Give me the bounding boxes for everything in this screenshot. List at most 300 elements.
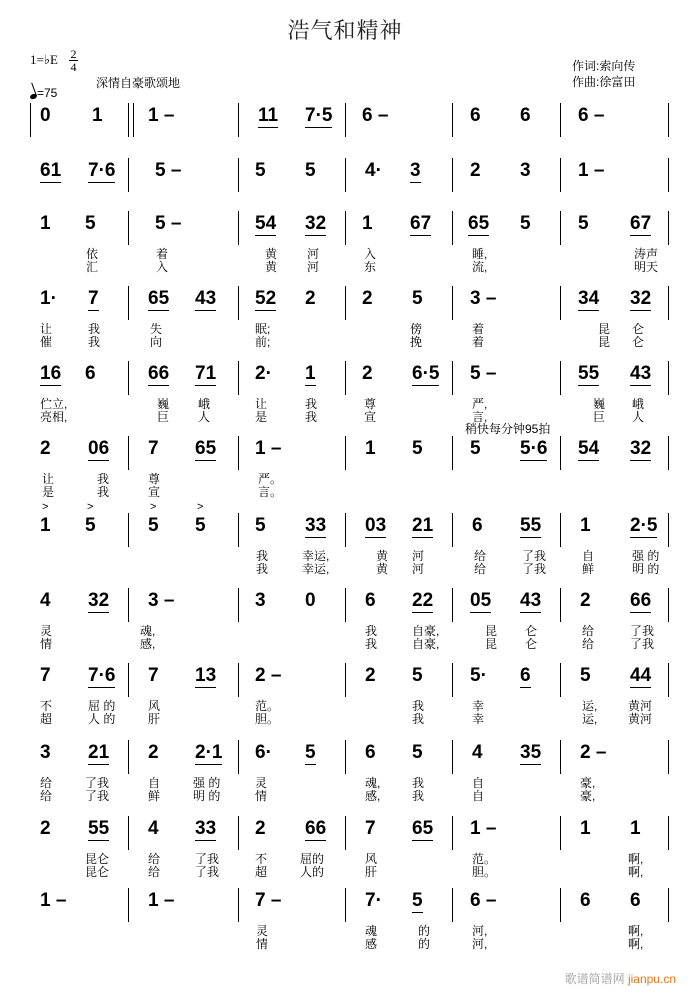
note: 5 –	[470, 363, 497, 384]
barline	[452, 663, 453, 697]
lyric-syllable: 伫立,	[40, 397, 68, 411]
lyric-syllable: 感	[365, 937, 378, 951]
note: 5	[305, 160, 316, 181]
note: 52	[255, 288, 277, 309]
barline	[668, 740, 669, 774]
note: 6·5	[412, 363, 440, 384]
barline	[452, 103, 453, 137]
note: 61	[40, 160, 62, 181]
lyric-syllable: 前;	[255, 335, 271, 349]
note: 21	[412, 515, 434, 536]
lyric-syllable: 言。	[258, 485, 283, 499]
lyric-syllable: 宣	[148, 485, 161, 499]
note: 71	[195, 363, 217, 384]
lyric-syllable: 巍	[593, 397, 606, 411]
lyric-syllable: 自	[472, 789, 485, 803]
accent-mark: >	[87, 501, 94, 513]
note: 5 >	[195, 501, 206, 536]
barline	[560, 158, 561, 192]
note: 5 –	[155, 160, 182, 181]
note: 34	[578, 288, 600, 309]
note: 1·	[40, 288, 57, 309]
barline	[128, 888, 129, 922]
note: 1 –	[255, 438, 282, 459]
lyric-syllable: 峨	[198, 397, 211, 411]
note: 7	[365, 818, 376, 839]
barline	[452, 513, 453, 547]
barline	[668, 436, 669, 470]
note: 1	[630, 818, 641, 839]
barline	[128, 740, 129, 774]
note: 43	[195, 288, 217, 309]
barline	[560, 663, 561, 697]
lyric-syllable: 情	[40, 637, 53, 651]
lyric-syllable: 啊,	[628, 937, 644, 951]
barline	[668, 588, 669, 622]
note: 6	[630, 890, 641, 911]
note: 1	[305, 363, 316, 384]
lyric-syllable: 肝	[365, 865, 378, 879]
note: 66	[630, 590, 652, 611]
barline	[560, 888, 561, 922]
lyric-syllable: 昆	[485, 624, 498, 638]
lyric-syllable: 我	[97, 472, 110, 486]
note: 5 >	[85, 501, 96, 536]
barline	[128, 103, 129, 137]
barline	[560, 103, 561, 137]
barline	[560, 588, 561, 622]
note: 5	[255, 160, 266, 181]
lyric-syllable: 给	[582, 637, 595, 651]
note: 5	[578, 213, 589, 234]
barline	[668, 286, 669, 320]
barline	[668, 888, 669, 922]
lyric-syllable: 严。	[258, 472, 283, 486]
barline	[238, 361, 239, 395]
lyric-syllable: 昆	[598, 335, 611, 349]
lyric-syllable: 胆。	[472, 865, 497, 879]
lyric-syllable: 魂,	[140, 624, 156, 638]
note: 54	[578, 438, 600, 459]
note: 7	[40, 665, 51, 686]
note: 5·6	[520, 438, 548, 459]
note: 55	[520, 515, 542, 536]
barline	[238, 663, 239, 697]
lyric-syllable: 胆。	[255, 712, 280, 726]
credits	[572, 58, 635, 90]
barline	[345, 361, 346, 395]
lyric-syllable: 不	[40, 699, 53, 713]
lyric-syllable: 宣	[364, 410, 377, 424]
barline	[452, 211, 453, 245]
tempo-change-marking: 稍快每分钟95拍	[465, 422, 551, 436]
note: 6 –	[578, 105, 605, 126]
note: 2	[362, 363, 373, 384]
tempo-marking	[30, 86, 57, 100]
note: 6	[520, 665, 531, 686]
lyric-syllable: 了我	[630, 637, 655, 651]
note: 65	[195, 438, 217, 459]
lyric-syllable: 强 的	[193, 776, 221, 790]
lyric-syllable: 了我	[522, 549, 547, 563]
lyric-syllable: 明天	[634, 260, 659, 274]
note: 5	[412, 438, 423, 459]
lyric-syllable: 魂,	[365, 776, 381, 790]
lyric-syllable: 流,	[472, 260, 488, 274]
note: 65	[468, 213, 490, 234]
note: 4	[40, 590, 51, 611]
note: 2·1	[195, 742, 223, 763]
note: 6	[472, 515, 483, 536]
barline	[560, 361, 561, 395]
song-title: 浩气和精神	[287, 19, 403, 44]
barline	[238, 158, 239, 192]
lyric-syllable: 昆仑	[85, 865, 110, 879]
note: 2	[580, 590, 591, 611]
time-signature	[69, 48, 78, 73]
lyric-syllable: 尊	[148, 472, 161, 486]
lyric-syllable: 了我	[195, 852, 220, 866]
lyric-syllable: 灵	[255, 776, 268, 790]
lyric-syllable: 鲜	[582, 562, 595, 576]
lyric-syllable: 我	[256, 549, 269, 563]
barline	[452, 361, 453, 395]
lyric-syllable: 幸运,	[302, 562, 330, 576]
note: 33	[195, 818, 217, 839]
lyric-syllable: 幸	[472, 699, 485, 713]
note: 55	[88, 818, 110, 839]
note: 3 –	[470, 288, 497, 309]
lyric-syllable: 给	[474, 562, 487, 576]
lyric-syllable: 的	[418, 937, 431, 951]
barline	[560, 740, 561, 774]
barline	[452, 588, 453, 622]
note: 1	[580, 515, 591, 536]
time-signature-bottom: 4	[70, 60, 77, 74]
lyric-syllable: 我	[256, 562, 269, 576]
lyric-syllable: 巨	[157, 410, 170, 424]
note: 3	[520, 160, 531, 181]
note: 1 >	[40, 501, 51, 536]
lyric-syllable: 给	[474, 549, 487, 563]
lyric-syllable: 河	[307, 247, 320, 261]
lyric-syllable: 我	[305, 397, 318, 411]
lyric-syllable: 范。	[472, 852, 497, 866]
barline	[452, 740, 453, 774]
note: 35	[520, 742, 542, 763]
note: 7 –	[255, 890, 282, 911]
lyric-syllable: 汇	[86, 260, 99, 274]
lyric-syllable: 幸	[472, 712, 485, 726]
note: 43	[520, 590, 542, 611]
note: 3	[40, 742, 51, 763]
lyric-syllable: 黄河	[628, 712, 653, 726]
lyric-syllable: 我	[412, 789, 425, 803]
barline	[238, 740, 239, 774]
barline	[238, 588, 239, 622]
lyric-syllable: 仑	[632, 322, 645, 336]
barline	[128, 816, 129, 850]
barline	[345, 103, 346, 137]
note: 1	[365, 438, 376, 459]
lyric-syllable: 我	[365, 637, 378, 651]
lyric-syllable: 超	[40, 712, 53, 726]
lyric-syllable: 河,	[472, 924, 488, 938]
note: 65	[148, 288, 170, 309]
lyric-syllable: 自豪,	[412, 637, 440, 651]
lyric-syllable: 屈的	[300, 852, 325, 866]
lyric-syllable: 挽	[410, 335, 423, 349]
lyric-syllable: 着	[472, 322, 485, 336]
lyric-syllable: 催	[40, 335, 53, 349]
lyric-syllable: 我	[412, 712, 425, 726]
note: 21	[88, 742, 110, 763]
lyric-syllable: 的	[418, 924, 431, 938]
barline	[668, 816, 669, 850]
barline	[345, 588, 346, 622]
note: 5	[470, 438, 481, 459]
barline	[560, 286, 561, 320]
lyric-syllable: 魂	[365, 924, 378, 938]
barline	[128, 588, 129, 622]
lyric-syllable: 了我	[85, 789, 110, 803]
lyric-syllable: 黄	[376, 562, 389, 576]
note: 66	[148, 363, 170, 384]
note: 5	[255, 515, 266, 536]
note: 6	[470, 105, 481, 126]
note: 2·5	[630, 515, 658, 536]
barline	[452, 816, 453, 850]
lyric-syllable: 黄	[265, 260, 278, 274]
barline	[30, 103, 31, 137]
note: 1 –	[578, 160, 605, 181]
barline	[345, 663, 346, 697]
lyric-syllable: 仑	[525, 624, 538, 638]
lyric-syllable: 入	[364, 247, 377, 261]
lyric-syllable: 了我	[85, 776, 110, 790]
barline	[238, 211, 239, 245]
lyric-syllable: 是	[255, 410, 268, 424]
lyric-syllable: 明 的	[193, 789, 221, 803]
note: 55	[578, 363, 600, 384]
note: 16	[40, 363, 62, 384]
lyric-syllable: 黄	[376, 549, 389, 563]
note: 5·	[470, 665, 487, 686]
lyric-syllable: 着	[156, 247, 169, 261]
lyric-syllable: 仑	[632, 335, 645, 349]
barline	[452, 436, 453, 470]
lyric-syllable: 让	[40, 322, 53, 336]
barline	[668, 103, 669, 137]
lyric-syllable: 自	[472, 776, 485, 790]
barline	[128, 663, 129, 697]
note: 5 –	[155, 213, 182, 234]
lyric-syllable: 啊,	[628, 852, 644, 866]
note: 1 –	[40, 890, 67, 911]
note: 2·	[255, 363, 272, 384]
note: 32	[630, 438, 652, 459]
lyric-syllable: 是	[42, 485, 55, 499]
lyric-syllable: 仑	[525, 637, 538, 651]
lyric-syllable: 情	[256, 937, 269, 951]
note: 6	[365, 590, 376, 611]
lyric-syllable: 着	[472, 335, 485, 349]
lyric-syllable: 给	[148, 865, 161, 879]
note: 03	[365, 515, 387, 536]
lyric-syllable: 依	[86, 247, 99, 261]
note: 7	[148, 438, 159, 459]
lyric-syllable: 峨	[632, 397, 645, 411]
lyric-syllable: 傍	[410, 322, 423, 336]
note: 66	[305, 818, 327, 839]
note: 32	[305, 213, 327, 234]
lyric-syllable: 情	[255, 789, 268, 803]
note: 0	[305, 590, 316, 611]
lyric-syllable: 风	[365, 852, 378, 866]
note: 7	[88, 288, 99, 309]
accent-mark: >	[197, 501, 204, 513]
barline	[128, 513, 129, 547]
note: 2	[40, 818, 51, 839]
lyric-syllable: 感,	[365, 789, 381, 803]
lyric-syllable: 灵	[40, 624, 53, 638]
note: 65	[412, 818, 434, 839]
note: 3	[255, 590, 266, 611]
lyric-syllable: 亮相,	[40, 410, 68, 424]
note: 32	[630, 288, 652, 309]
note: 5	[305, 742, 316, 763]
lyric-syllable: 鲜	[148, 789, 161, 803]
barline	[345, 211, 346, 245]
note: 6	[85, 363, 96, 384]
lyric-syllable: 昆	[485, 637, 498, 651]
barline	[128, 361, 129, 395]
barline	[452, 158, 453, 192]
lyric-syllable: 豪,	[580, 789, 596, 803]
barline	[345, 740, 346, 774]
lyric-syllable: 让	[42, 472, 55, 486]
note: 5	[412, 742, 423, 763]
note: 7·	[365, 890, 382, 911]
note: 43	[630, 363, 652, 384]
lyric-syllable: 运,	[582, 712, 598, 726]
lyric-syllable: 黄河	[628, 699, 653, 713]
lyric-syllable: 啊,	[628, 865, 644, 879]
lyricist: 作词:索向传	[572, 59, 636, 73]
note: 1 –	[470, 818, 497, 839]
barline	[560, 513, 561, 547]
lyric-syllable: 我	[88, 335, 101, 349]
lyric-syllable: 自	[148, 776, 161, 790]
note: 7	[148, 665, 159, 686]
accent-mark: >	[42, 501, 49, 513]
note: 1 –	[148, 105, 175, 126]
note: 54	[255, 213, 277, 234]
lyric-syllable: 眠;	[255, 322, 271, 336]
lyric-syllable: 啊,	[628, 924, 644, 938]
note: 2	[470, 160, 481, 181]
note: 33	[305, 515, 327, 536]
lyric-syllable: 了我	[630, 624, 655, 638]
lyric-syllable: 严,	[472, 397, 488, 411]
accent-mark: >	[150, 501, 157, 513]
note: 0	[40, 105, 51, 126]
watermark-en: jianpu.cn	[627, 972, 676, 986]
note: 5	[412, 665, 423, 686]
lyric-syllable: 巍	[157, 397, 170, 411]
barline	[128, 211, 129, 245]
note: 6 –	[470, 890, 497, 911]
note: 1	[362, 213, 373, 234]
note: 1	[580, 818, 591, 839]
lyric-syllable: 人	[632, 410, 645, 424]
barline	[560, 816, 561, 850]
note: 2	[148, 742, 159, 763]
lyric-syllable: 河	[307, 260, 320, 274]
note: 1 –	[148, 890, 175, 911]
lyric-syllable: 给	[582, 624, 595, 638]
lyric-syllable: 昆	[598, 322, 611, 336]
barline	[128, 436, 129, 470]
note: 44	[630, 665, 652, 686]
watermark	[565, 970, 676, 987]
note: 4	[148, 818, 159, 839]
lyric-syllable: 河	[412, 549, 425, 563]
note: 6 –	[362, 105, 389, 126]
note: 7·5	[305, 105, 333, 126]
barline	[345, 286, 346, 320]
barline	[133, 103, 134, 137]
barline	[668, 513, 669, 547]
lyric-syllable: 失	[150, 322, 163, 336]
note: 5	[412, 890, 423, 911]
lyric-syllable: 风	[148, 699, 161, 713]
note: 5 >	[148, 501, 159, 536]
note: 2	[40, 438, 51, 459]
lyric-syllable: 灵	[256, 924, 269, 938]
lyric-syllable: 河,	[472, 937, 488, 951]
lyric-syllable: 给	[148, 852, 161, 866]
lyric-syllable: 给	[40, 789, 53, 803]
note: 2 –	[580, 742, 607, 763]
expression-marking: 深情自豪歌颂地	[96, 76, 181, 90]
barline	[560, 436, 561, 470]
barline	[452, 286, 453, 320]
barline	[668, 211, 669, 245]
lyric-syllable: 人	[198, 410, 211, 424]
note: 22	[412, 590, 434, 611]
note: 67	[410, 213, 432, 234]
barline	[668, 663, 669, 697]
lyric-syllable: 昆仑	[85, 852, 110, 866]
lyric-syllable: 向	[150, 335, 163, 349]
lyric-syllable: 入	[156, 260, 169, 274]
barline	[238, 888, 239, 922]
note: 6	[580, 890, 591, 911]
barline	[238, 436, 239, 470]
lyric-syllable: 巨	[593, 410, 606, 424]
note: 32	[88, 590, 110, 611]
lyric-syllable: 让	[255, 397, 268, 411]
lyric-syllable: 强 的	[632, 549, 660, 563]
note: 6	[365, 742, 376, 763]
note: 4·	[365, 160, 382, 181]
note: 3	[410, 160, 421, 181]
note: 1	[40, 213, 51, 234]
note: 5	[412, 288, 423, 309]
lyric-syllable: 超	[255, 865, 268, 879]
lyric-syllable: 运,	[582, 699, 598, 713]
